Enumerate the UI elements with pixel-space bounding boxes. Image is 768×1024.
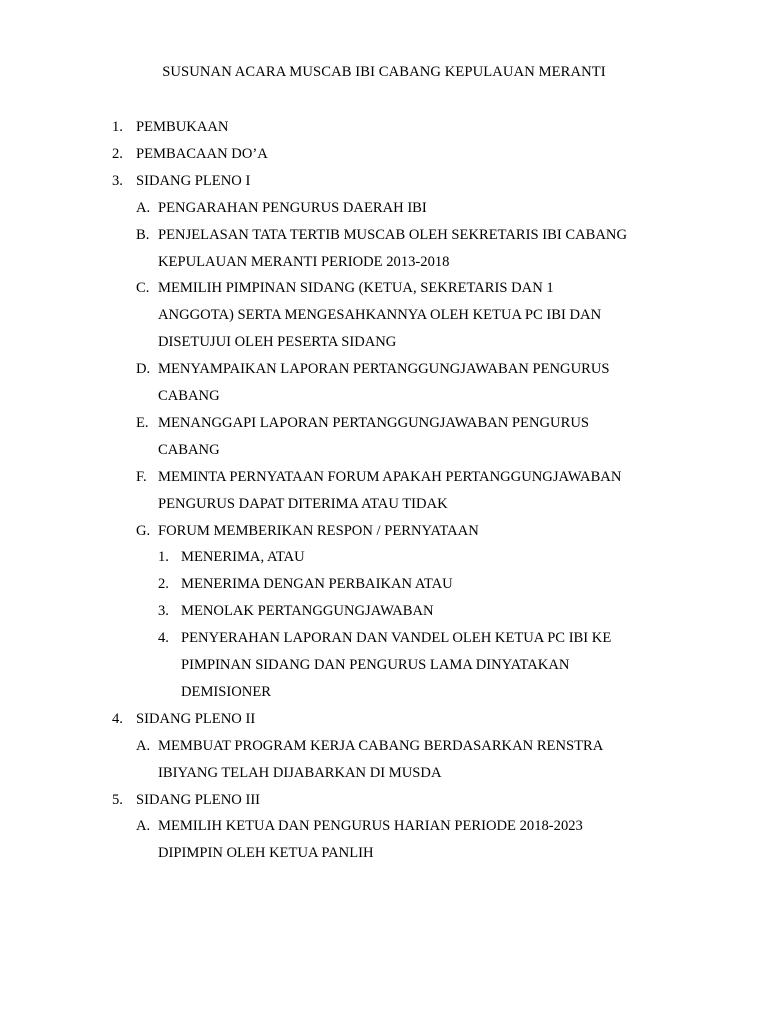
sub-subitem-text: PIMPINAN SIDANG DAN PENGURUS LAMA DINYATAKAN <box>181 657 570 673</box>
subitem-text: DISETUJUI OLEH PESERTA SIDANG <box>158 334 397 351</box>
agenda-item-marker: 1. <box>112 119 123 135</box>
subitem-marker: G. <box>136 522 151 539</box>
subitem-marker: A. <box>136 818 151 835</box>
subitem-text: MEMINTA PERNYATAAN FORUM APAKAH PERTANGGUNGJAWABAN <box>158 468 622 485</box>
document-title: SUSUNAN ACARA MUSCAB IBI CABANG KEPULAUAN MERANTI <box>162 64 606 80</box>
subitem-text: MENANGGAPI LAPORAN PERTANGGUNGJAWABAN PENGURUS <box>158 414 589 431</box>
subitem-text: FORUM MEMBERIKAN RESPON / PERNYATAAN <box>158 522 479 539</box>
sub-subitem-text: MENERIMA DENGAN PERBAIKAN ATAU <box>181 576 453 593</box>
agenda-item-marker: 2. <box>112 145 123 162</box>
subitem-text: CABANG <box>158 441 220 458</box>
sub-subitem-marker: 3. <box>158 603 169 620</box>
subitem-marker: A. <box>136 199 151 216</box>
subitem-text: PENGURUS DAPAT DITERIMA ATAU TIDAK <box>158 495 448 512</box>
subitem-text: PENGARAHAN PENGURUS DAERAH IBI <box>158 199 427 216</box>
agenda-item-text: PEMBUKAAN <box>136 119 229 135</box>
subitem-marker: E. <box>136 414 149 431</box>
subitem-text: IBIYANG TELAH DIJABARKAN DI MUSDA <box>158 764 442 781</box>
sub-subitem-text: DEMISIONER <box>181 683 271 700</box>
subitem-text: KEPULAUAN MERANTI PERIODE 2013-2018 <box>158 253 450 270</box>
agenda-item-text: SIDANG PLENO I <box>136 172 251 189</box>
sub-subitem-marker: 1. <box>158 549 169 566</box>
subitem-text: ANGGOTA) SERTA MENGESAHKANNYA OLEH KETUA PC IBI DAN <box>158 307 602 324</box>
subitem-text: MEMILIH PIMPINAN SIDANG (KETUA, SEKRETARIS DAN 1 <box>158 280 554 297</box>
agenda-item-marker: 3. <box>112 172 123 189</box>
agenda-item-marker: 4. <box>112 710 123 727</box>
subitem-text: MENYAMPAIKAN LAPORAN PERTANGGUNGJAWABAN PENGURUS <box>158 361 610 378</box>
subitem-text: CABANG <box>158 388 220 404</box>
agenda-item-text: SIDANG PLENO II <box>136 710 256 727</box>
subitem-text: DIPIMPIN OLEH KETUA PANLIH <box>158 845 374 862</box>
subitem-marker: C. <box>136 280 150 297</box>
subitem-marker: B. <box>136 226 150 243</box>
sub-subitem-marker: 2. <box>158 576 169 593</box>
sub-subitem-text: MENERIMA, ATAU <box>181 549 305 566</box>
subitem-text: MEMILIH KETUA DAN PENGURUS HARIAN PERIODE 2018-2023 <box>158 818 583 835</box>
agenda-item-text: SIDANG PLENO III <box>136 791 261 808</box>
subitem-marker: D. <box>136 361 151 378</box>
agenda-item-text: PEMBACAAN DO’A <box>136 145 268 162</box>
subitem-text: MEMBUAT PROGRAM KERJA CABANG BERDASARKAN RENSTRA <box>158 737 604 754</box>
sub-subitem-marker: 4. <box>158 630 169 647</box>
sub-subitem-text: MENOLAK PERTANGGUNGJAWABAN <box>181 603 434 620</box>
subitem-marker: A. <box>136 737 151 754</box>
subitem-text: PENJELASAN TATA TERTIB MUSCAB OLEH SEKRETARIS IBI CABANG <box>158 226 627 243</box>
subitem-marker: F. <box>136 468 147 485</box>
sub-subitem-text: PENYERAHAN LAPORAN DAN VANDEL OLEH KETUA PC IBI KE <box>181 630 612 647</box>
agenda-item-marker: 5. <box>112 791 123 808</box>
